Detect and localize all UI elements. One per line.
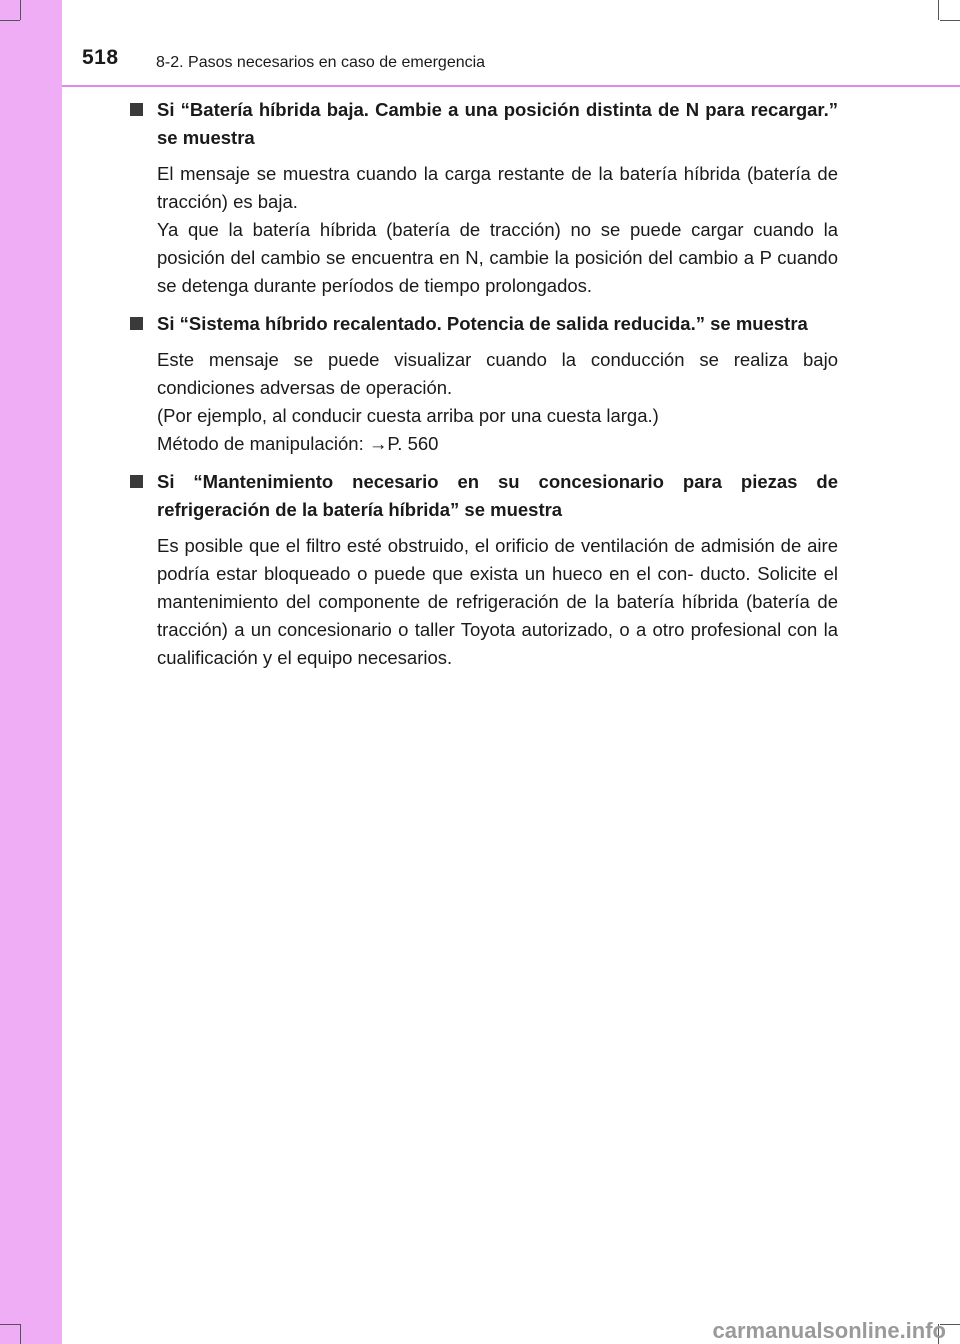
header-rule <box>62 85 960 87</box>
square-bullet-icon <box>130 475 143 488</box>
crop-mark <box>940 20 960 21</box>
paragraph: Ya que la batería híbrida (batería de tracción) no se puede cargar cuando la posición del cambio se encuentra en N, cambie la posición del cambio a P cuando se detenga durante períodos de tiempo prolongados. <box>157 219 838 296</box>
item-heading <box>130 468 838 524</box>
item-body <box>157 346 838 458</box>
item-heading-text: Si “Sistema híbrido recalentado. Potencia de salida reducida.” se muestra <box>157 313 808 334</box>
crop-mark <box>938 0 939 20</box>
paragraph: El mensaje se muestra cuando la carga restante de la batería híbrida (batería de tracción) es baja. <box>157 163 838 212</box>
crop-mark <box>0 20 20 21</box>
page-reference-link[interactable]: Método de manipulación: →P. 560 <box>157 433 439 454</box>
item-body <box>157 160 838 300</box>
list-item <box>130 310 838 458</box>
item-heading-text: Si “Batería híbrida baja. Cambie a una posición distinta de N para recargar.” se muestra <box>157 99 838 148</box>
square-bullet-icon <box>130 317 143 330</box>
paragraph: Es posible que el filtro esté obstruido, el orificio de ventilación de admisión de aire podría estar bloqueado o puede que exista un hueco en el con- ducto. Solicite el mantenimiento del componente de refrigeración de la batería híbrida (batería de tracción) a un concesionario o taller Toyota autorizado, o a otro profesional con la cualificación y el equipo necesarios. <box>157 535 838 668</box>
crop-mark <box>0 1324 20 1325</box>
side-color-band <box>0 0 62 1344</box>
section-title: 8-2. Pasos necesarios en caso de emergencia <box>156 54 486 71</box>
content <box>130 96 838 682</box>
item-heading <box>130 96 838 152</box>
watermark: carmanualsonline.info <box>712 1318 946 1343</box>
item-heading <box>130 310 838 338</box>
list-item <box>130 468 838 672</box>
page-number: 518 <box>82 46 119 69</box>
crop-mark <box>20 1324 21 1344</box>
item-heading-text: Si “Mantenimiento necesario en su concesionario para piezas de refrigeración de la batería híbrida” se muestra <box>157 471 838 520</box>
square-bullet-icon <box>130 103 143 116</box>
item-body <box>157 532 838 672</box>
paragraph: (Por ejemplo, al conducir cuesta arriba por una cuesta larga.) <box>157 405 659 426</box>
paragraph: Este mensaje se puede visualizar cuando la conducción se realiza bajo condiciones adversas de operación. <box>157 349 838 398</box>
crop-mark <box>20 0 21 20</box>
list-item <box>130 96 838 300</box>
